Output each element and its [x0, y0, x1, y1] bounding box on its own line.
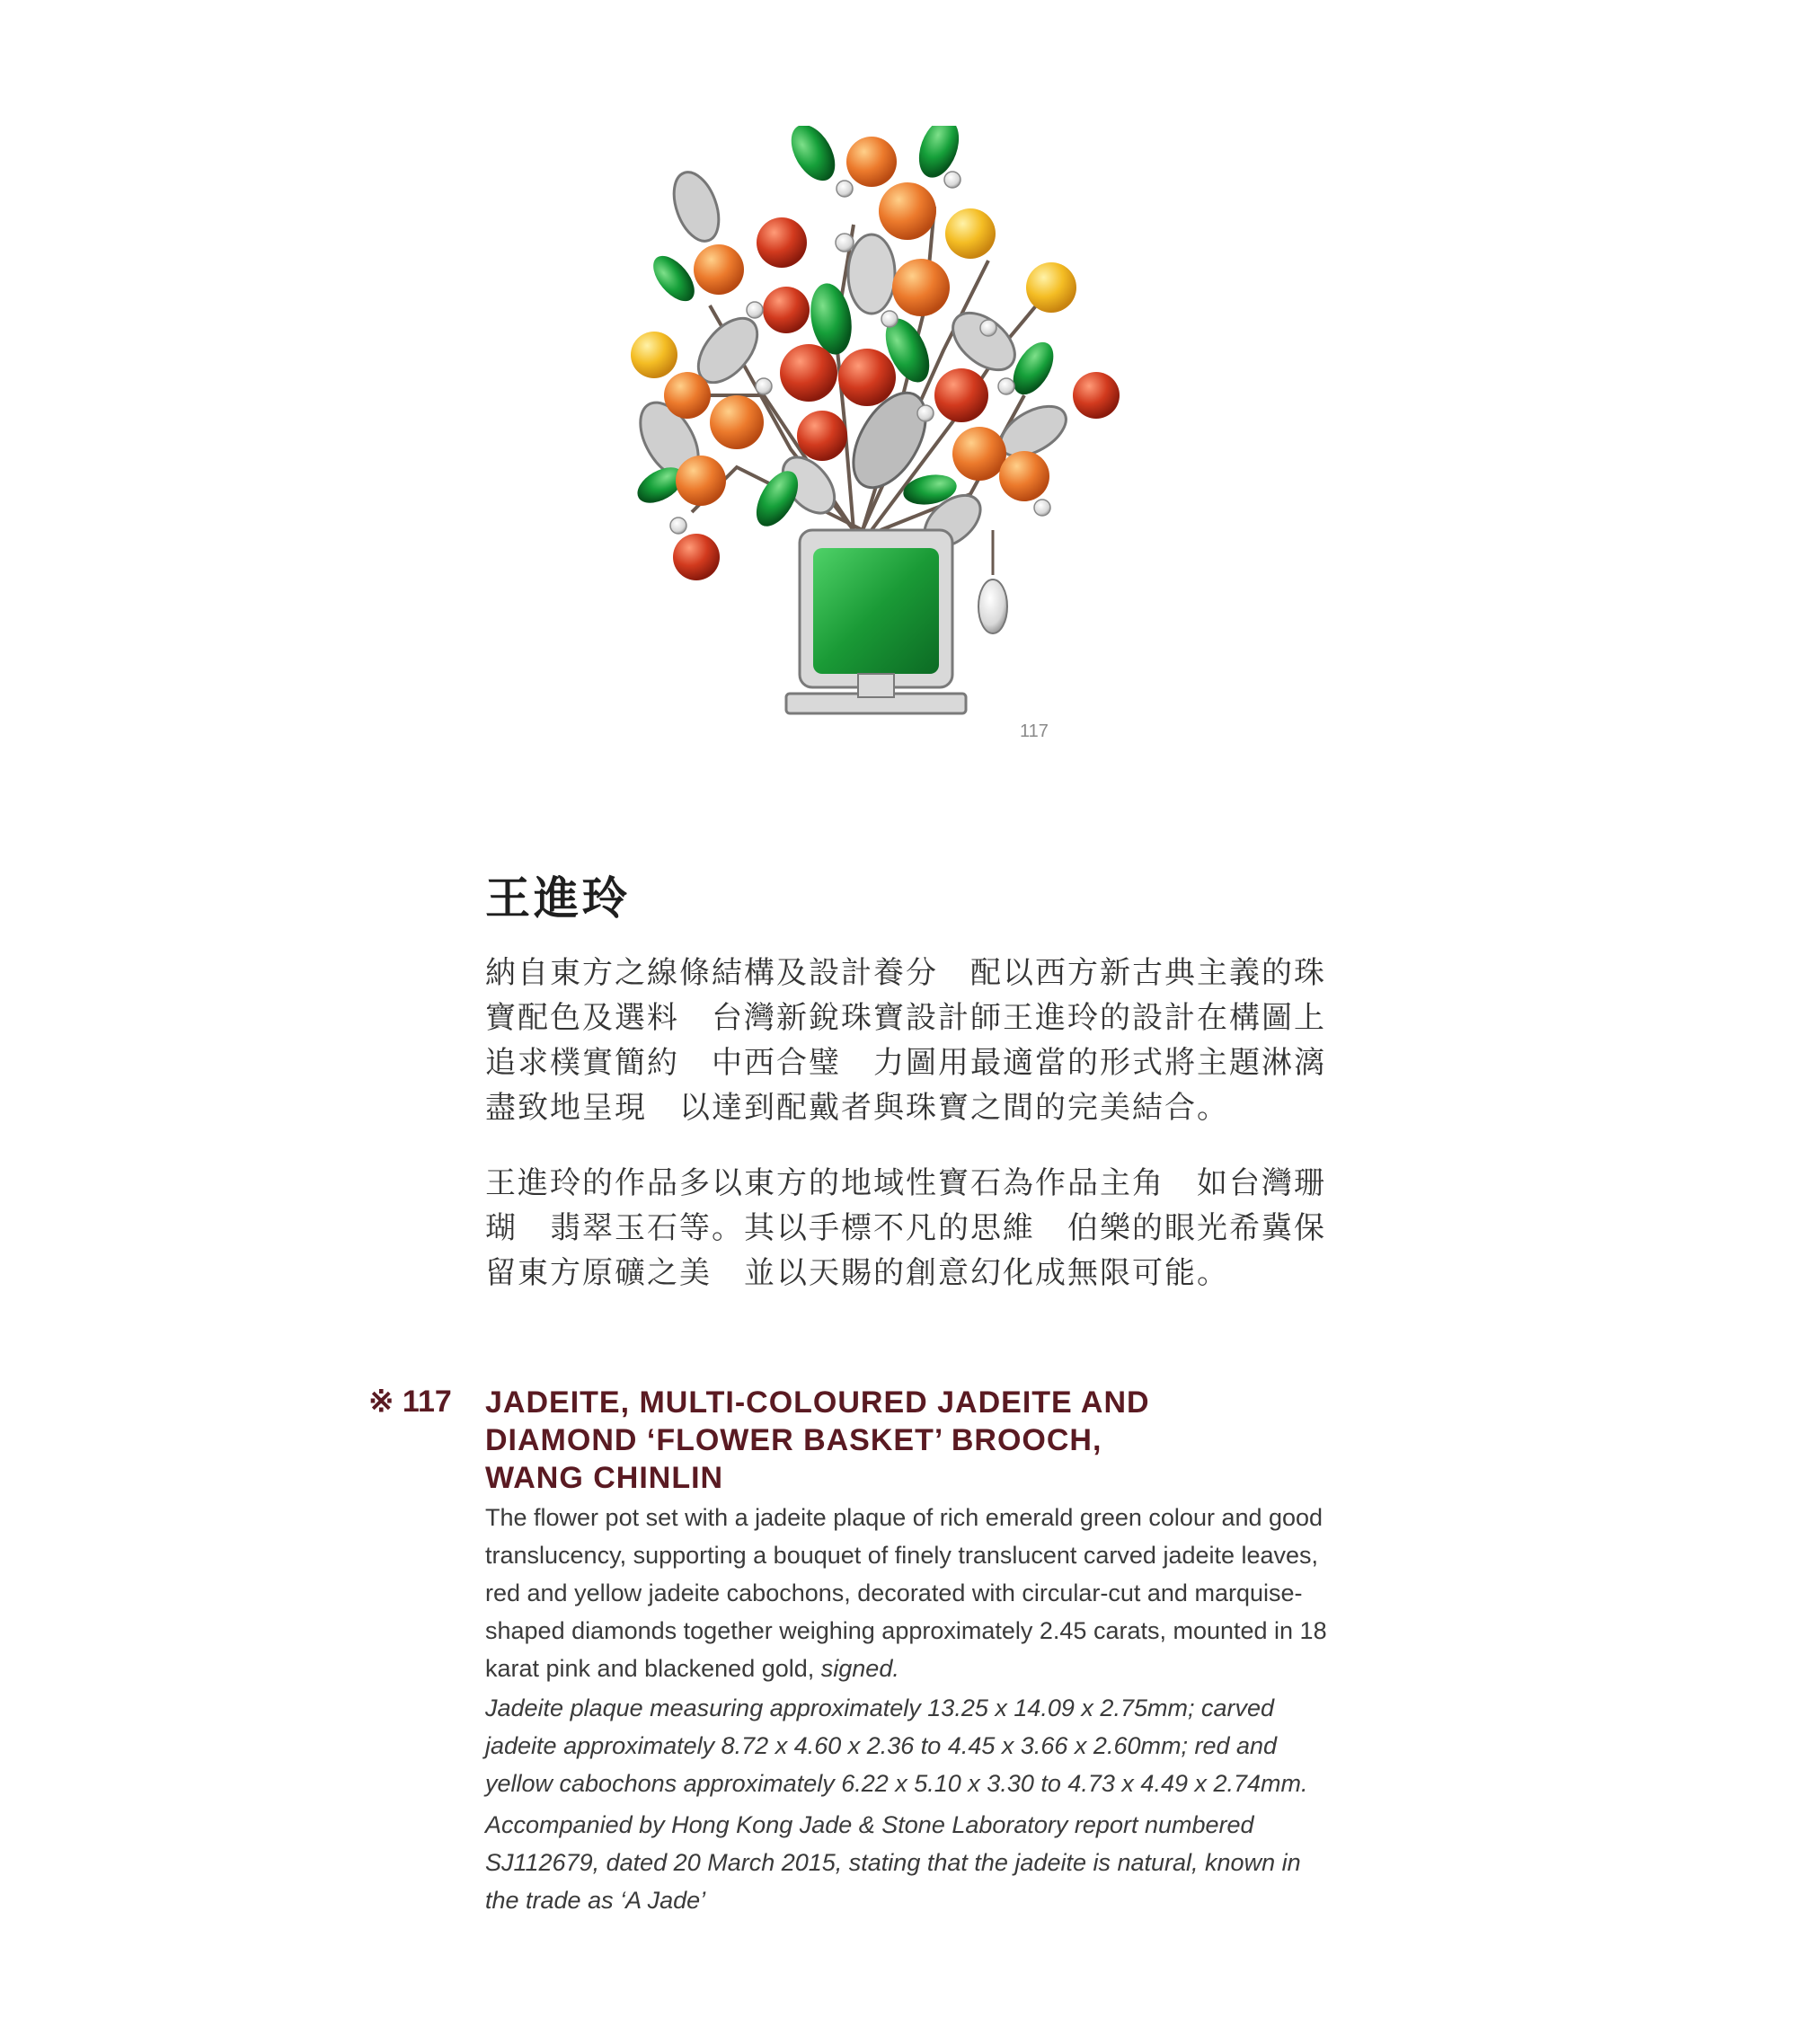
chinese-paragraph-2: [485, 1161, 1375, 1296]
text-line: [485, 1650, 1384, 1687]
text-line: 留東方原礦之美 並以天賜的創意幻化成無限可能。: [485, 1255, 1229, 1291]
figure-number: 117: [1020, 721, 1049, 741]
designer-name-chinese: 王進玲: [485, 872, 631, 925]
text-line: shaped diamonds together weighing approximately 2.45 carats, mounted in 18: [485, 1617, 1327, 1644]
text-line: 王進玲的作品多以東方的地域性寶石為作品主角 如台灣珊: [485, 1165, 1326, 1201]
description-last-line: karat pink and blackened gold,: [485, 1655, 815, 1682]
brooch-image: [629, 126, 1132, 737]
text-line: 納自東方之線條結構及設計養分 配以西方新古典主義的珠: [485, 955, 1326, 991]
text-line: SJ112679, dated 20 March 2015, stating that the jadeite is natural, known in: [485, 1849, 1301, 1876]
text-line: yellow cabochons approximately 6.22 x 5.10 x 3.30 to 4.73 x 4.49 x 2.74mm.: [485, 1770, 1308, 1797]
lot-title: [485, 1384, 1384, 1497]
text-line: translucency, supporting a bouquet of finely translucent carved jadeite leaves,: [485, 1542, 1319, 1569]
text-line: Jadeite plaque measuring approximately 13.25 x 14.09 x 2.75mm; carved: [485, 1694, 1275, 1721]
lot-title-line: WANG CHINLIN: [485, 1461, 724, 1495]
text-line: The flower pot set with a jadeite plaque of rich emerald green colour and good: [485, 1504, 1323, 1531]
lot-description: [485, 1499, 1384, 1687]
signed-note: signed.: [820, 1655, 899, 1682]
text-line: 寶配色及選料 台灣新銳珠寶設計師王進玲的設計在構圖上: [485, 1000, 1326, 1036]
text-line: Accompanied by Hong Kong Jade & Stone Laboratory report numbered: [485, 1811, 1254, 1838]
lot-title-line: DIAMOND ‘FLOWER BASKET’ BROOCH,: [485, 1423, 1102, 1457]
text-line: jadeite approximately 8.72 x 4.60 x 2.36 to 4.45 x 3.66 x 2.60mm; red and: [485, 1732, 1278, 1759]
flower-pot: [786, 530, 966, 713]
chinese-paragraph-1: [485, 951, 1375, 1130]
text-line: 瑚 翡翠玉石等。其以手標不凡的思維 伯樂的眼光希冀保: [485, 1210, 1326, 1246]
text-line: 追求樸實簡約 中西合璧 力圖用最適當的形式將主題淋漓: [485, 1045, 1326, 1081]
lot-title-line: JADEITE, MULTI-COLOURED JADEITE AND: [485, 1385, 1150, 1420]
lot-number: ※ 117: [368, 1385, 452, 1419]
marquise-diamond-drop: [978, 530, 1007, 633]
lot-lab-report: [485, 1806, 1384, 1919]
text-line: red and yellow jadeite cabochons, decorated with circular-cut and marquise-: [485, 1579, 1303, 1606]
text-line: the trade as ‘A Jade’: [485, 1887, 706, 1914]
lot-measurements: [485, 1689, 1384, 1802]
text-line: 盡致地呈現 以達到配戴者與珠寶之間的完美結合。: [485, 1090, 1229, 1126]
